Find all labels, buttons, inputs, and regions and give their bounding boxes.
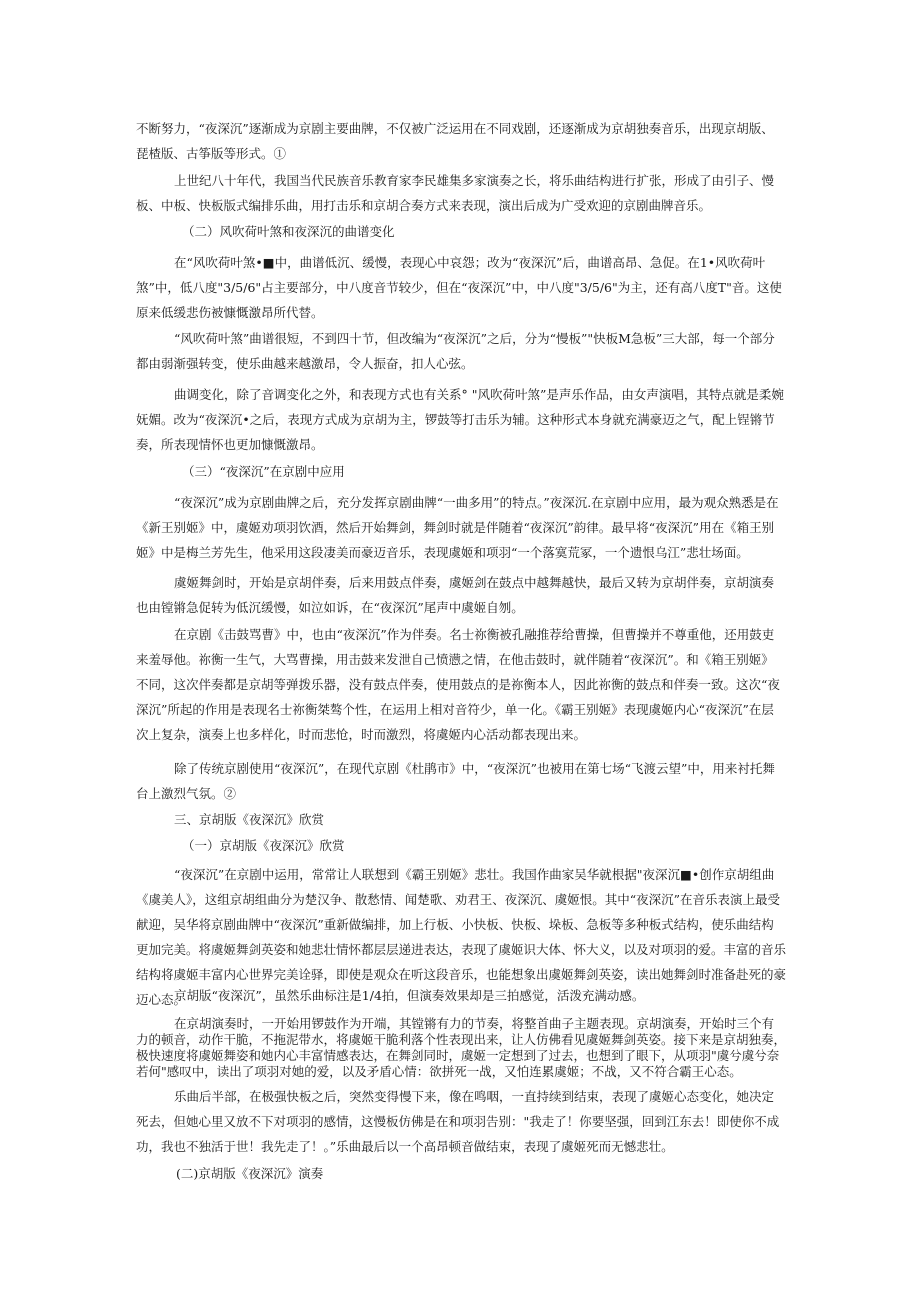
paragraph-13: 乐曲后半部，在极强快板之后，突然变得慢下来，像在鸣咽，一直持续到结束，表现了虞姬心态变化，她决定死去，但她心里又放不下对项羽的感情，这慢板仿佛是在和项羽告别："我走了！你要坚强，回到江东去！即使你不成功，我也不独活于世！我先走了！。”乐曲最后以一个高昂顿音做结束，表现了虞姬死而无憾悲壮。 bbox=[136, 1089, 780, 1154]
section-heading-3-2: (二)京胡版《夜深沉》演奏 bbox=[176, 1166, 324, 1181]
section-heading-2-2: （二）风吹荷叶煞和夜深沉的曲谱变化 bbox=[182, 224, 395, 239]
section-heading-2-3: （三）“夜深沉”在京剧中应用 bbox=[182, 464, 345, 479]
paragraph-12: 在京胡演奏时，一开始用锣鼓作为开端，其镗锵有力的节奏，将整首曲子主题表现。京胡演奏，开始时三个有力的顿音，动作干脆，不拖泥带水，将虞姬干脆利落个性表现出来，让人仿佛看见虞姬舞剑英姿。接下来是京胡独奏，极快速度将虞姬舞姿和她内心丰富情感表达，在舞剑同时，虞姬一定想到了过去，也想到了眼下，从项羽"虞兮虞兮奈若何"感叹中，读出了项羽对她的爱，以及矛盾心情：欲拼死一战，又怕连累虞姬；不战，又不符合霸王心态。 bbox=[136, 1016, 787, 1079]
paragraph-2: 上世纪八十年代，我国当代民族音乐教育家李民雄集多家演奏之长，将乐曲结构进行扩张，形成了由引子、慢板、中板、快板版式编排乐曲，用打击乐和京胡合奏方式来表现，演出后成为广受欢迎的京剧曲牌音乐。 bbox=[136, 173, 775, 213]
paragraph-11: 京胡版“夜深沉”，虽然乐曲标注是1/4拍，但演奏效果却是三拍感觉，活泼充满动感。 bbox=[174, 988, 645, 1003]
paragraph-4: “风吹荷叶煞”曲谱很短，不到四十节，但改编为“夜深沉”之后，分为“慢板”"快板M急板”三大部，每一个部分都由弱渐强转变，使乐曲越来越激昂，令人振奋，扣人心弦。 bbox=[136, 331, 775, 371]
paragraph-8: 在京剧《击鼓骂曹》中，也由“夜深沉”作为伴奏。名士祢衡被孔融推荐给曹操，但曹操并不尊重他，还用鼓吏来羞辱他。祢衡一生气，大骂曹操，用击鼓来发泄自己愤懑之情，在他击鼓时，就伴随着“夜深沉”。和《箱王别姬》不同，这次伴奏都是京胡等弹拨乐器，没有鼓点伴奏，使用鼓点的是祢衡本人，因此祢衡的鼓点和伴奏一致。这次“夜深沉”所起的作用是表现名士祢衡桀骜个性，在运用上相对音符少，单一化。《霸王别姬》表现虞姬内心“夜深沉”在层次上复杂，演奏上也多样化，时而悲怆，时而激烈，将虞姬内心活动都表现出来。 bbox=[136, 627, 780, 742]
section-heading-3: 三、京胡版《夜深沉》欣赏 bbox=[174, 812, 325, 827]
paragraph-1: 不断努力，“夜深沉”逐渐成为京剧主要曲牌，不仅被广泛运用在不同戏剧，还逐渐成为京胡独奏音乐，出现京胡版、琵楂版、古筝版等形式。① bbox=[136, 121, 774, 161]
paragraph-3: 在“风吹荷叶煞•■中，曲谱低沉、缓慢，表现心中哀怨；改为“夜深沉”后，曲谱高昂、急促。在1•风吹荷叶煞”中，低八度"3/5/6"占主要部分，中八度音节较少，但在“夜深沉”中，中八度"3/5/6"为主，还有高八度T"音。这使原来低缓悲伤被慷慨激昂所代替。 bbox=[136, 255, 782, 320]
paragraph-7: 虞姬舞剑时，开始是京胡伴奏，后来用鼓点伴奏，虞姬剑在鼓点中越舞越快，最后又转为京胡伴奏，京胡演奏也由镗锵急促转为低沉缓慢，如泣如诉，在“夜深沉”尾声中虞姬自刎。 bbox=[136, 575, 775, 615]
paragraph-10: “夜深沉”在京剧中运用，常常让人联想到《霸王别姬》悲壮。我国作曲家吴华就根据"夜深沉■•创作京胡组曲《虞美人》，这组京胡组曲分为楚汉争、散愁情、闻楚歌、劝君王、夜深沉、虞姬恨。其中“夜深沉”在音乐表演上最受献迎，吴华将京剧曲牌中“夜深沉”重新做编排，加上行板、小快板、快板、垛板、急板等多种板式结构，使乐曲结构更加完美。将虞姬舞剑英姿和她悲壮情怀都层层递进表达，表现了虞姬识大体、怀大义，以及对项羽的爱。丰富的音乐结构将虞姬丰富内心世界完美诠驿，即使是观众在听这段音乐，也能想象出虞姬舞剑英姿，读出她舞剑时准备赴死的豪迈心态。 bbox=[136, 867, 787, 1007]
paragraph-5: 曲调变化，除了音调变化之外，和表现方式也有关系° "风吹荷叶煞”是声乐作品，由女声演唱，其特点就是柔婉妩媚。改为“夜深沉•之后，表现方式成为京胡为主，锣鼓等打击乐为辅。这种形式本身就充满豪迈之气，配上锃锵节奏，所表现情怀也更加慷慨激昂。 bbox=[136, 387, 784, 452]
section-heading-3-1: （一）京胡版《夜深沉》欣赏 bbox=[182, 838, 345, 853]
paragraph-6: “夜深沉”成为京剧曲牌之后，充分发挥京剧曲牌“一曲多用”的特点。”夜深沉.在京剧中应用，最为观众熟悉是在《新王别姬》中，虞姬劝项羽饮酒，然后开始舞剑，舞剑时就是伴随着“夜深沉”韵律。最早将“夜深沉”用在《箱王别姬》中是梅兰芳先生，他采用这段凄美而豪迈音乐，表现虞姬和项羽“一个落寞荒冢，一个遗恨乌江”悲壮场面。 bbox=[136, 495, 779, 560]
paragraph-9: 除了传统京剧使用“夜深沉”，在现代京剧《杜鹃市》中，“夜深沉”也被用在第七场“飞渡云望”中，用来衬托舞台上激烈气氛。② bbox=[136, 761, 775, 801]
